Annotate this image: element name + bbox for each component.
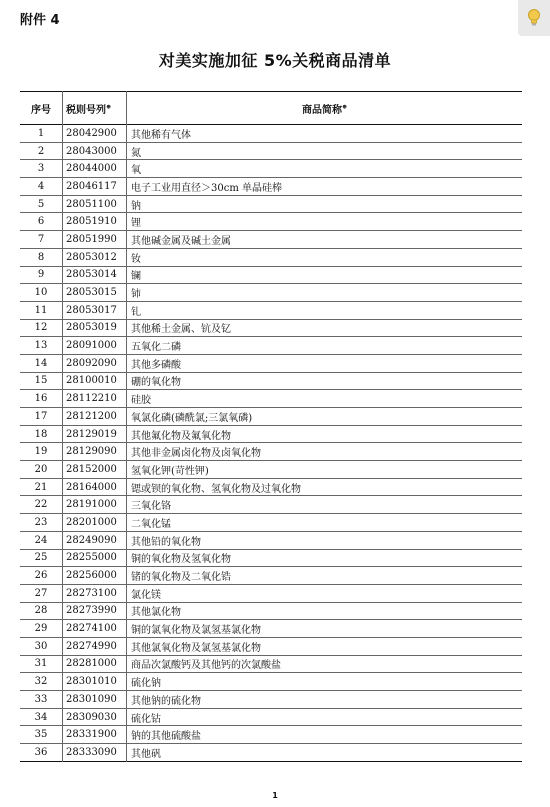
row-number: 1 [20, 125, 63, 143]
tariff-code: 28129090 [63, 443, 127, 461]
tariff-code: 28249090 [63, 531, 127, 549]
tariff-code: 28046117 [63, 178, 127, 196]
row-number: 20 [20, 461, 63, 479]
table-row [20, 408, 522, 426]
product-name: 五氧化二磷 [131, 342, 181, 354]
product-name: 其他稀有气体 [131, 129, 191, 141]
table-row [20, 602, 522, 620]
row-number: 35 [20, 726, 63, 744]
product-name: 其他氯氧化物及氯氢基氯化物 [131, 642, 261, 654]
row-number: 32 [20, 673, 63, 691]
product-name: 锂 [131, 218, 141, 230]
tariff-code: 28053017 [63, 301, 127, 319]
table-row [20, 708, 522, 726]
tariff-code: 28152000 [63, 461, 127, 479]
row-number: 2 [20, 142, 63, 160]
table-row [20, 284, 522, 302]
row-number: 8 [20, 248, 63, 266]
table-row [20, 655, 522, 673]
product-name: 其他钠的硫化物 [131, 695, 201, 707]
table-row [20, 142, 522, 160]
tariff-table [20, 91, 522, 762]
tariff-code: 28164000 [63, 478, 127, 496]
tariff-code: 28053014 [63, 266, 127, 284]
row-number: 24 [20, 531, 63, 549]
row-number: 18 [20, 425, 63, 443]
table-row [20, 637, 522, 655]
footnote-mark-icon: ⊕ [106, 103, 112, 111]
table-row [20, 160, 522, 178]
row-number: 36 [20, 744, 63, 762]
header-code: 税则号列⊕ [63, 92, 127, 125]
tariff-code: 28255000 [63, 549, 127, 567]
table-row [20, 620, 522, 638]
tariff-code: 28092090 [63, 354, 127, 372]
table-row [20, 178, 522, 196]
table-row [20, 531, 522, 549]
tariff-code: 28051100 [63, 195, 127, 213]
row-number: 11 [20, 301, 63, 319]
table-header-row [20, 92, 522, 125]
tariff-code: 28051910 [63, 213, 127, 231]
tariff-code: 28044000 [63, 160, 127, 178]
row-number: 25 [20, 549, 63, 567]
product-name: 钠 [131, 200, 141, 212]
tariff-code: 28273990 [63, 602, 127, 620]
tariff-code: 28256000 [63, 567, 127, 585]
row-number: 21 [20, 478, 63, 496]
product-name: 氢氧化钾(苛性钾) [131, 465, 209, 477]
row-number: 19 [20, 443, 63, 461]
table-row [20, 337, 522, 355]
row-number: 17 [20, 408, 63, 426]
row-number: 12 [20, 319, 63, 337]
row-number: 34 [20, 708, 63, 726]
table-row [20, 744, 522, 762]
header-name: 商品简称⊕ [301, 103, 348, 116]
product-name: 钠的其他硫酸盐 [131, 731, 201, 743]
product-name: 二氧化锰 [131, 518, 171, 530]
tariff-code: 28333090 [63, 744, 127, 762]
product-name: 其他氟化物及氟氧化物 [131, 430, 231, 442]
row-number: 14 [20, 354, 63, 372]
product-name: 氧氯化磷(磷酰氯;三氯氧磷) [131, 412, 253, 424]
row-number: 28 [20, 602, 63, 620]
row-number: 23 [20, 514, 63, 532]
table-row [20, 213, 522, 231]
row-number: 27 [20, 584, 63, 602]
table-row [20, 425, 522, 443]
row-number: 10 [20, 284, 63, 302]
row-number: 26 [20, 567, 63, 585]
product-name: 镧 [131, 271, 141, 283]
row-number: 30 [20, 637, 63, 655]
row-number: 22 [20, 496, 63, 514]
product-name: 硫化钴 [131, 713, 161, 725]
tariff-code: 28301010 [63, 673, 127, 691]
product-name: 氧 [131, 165, 141, 177]
table-row [20, 125, 522, 143]
product-name: 硫化钠 [131, 678, 161, 690]
table-row [20, 390, 522, 408]
table-row [20, 231, 522, 249]
table-row [20, 478, 522, 496]
product-name: 其他稀土金属、钪及钇 [131, 324, 231, 336]
table-row [20, 372, 522, 390]
table-row [20, 691, 522, 709]
document-title: 对美实施加征 5%关税商品清单 [158, 51, 392, 70]
row-number: 29 [20, 620, 63, 638]
table-row [20, 567, 522, 585]
product-name: 锗的氧化物及二氧化锆 [131, 572, 231, 584]
table-row [20, 301, 522, 319]
row-number: 3 [20, 160, 63, 178]
table-row [20, 584, 522, 602]
product-name: 电子工业用直径＞30cm 单晶硅棒 [131, 182, 282, 194]
tariff-code: 28273100 [63, 584, 127, 602]
product-name: 其他氯化物 [131, 607, 181, 619]
table-row [20, 549, 522, 567]
row-number: 9 [20, 266, 63, 284]
table-row [20, 461, 522, 479]
product-name: 硅胶 [131, 395, 151, 407]
product-name: 其他多磷酸 [131, 359, 181, 371]
product-name: 硼的氧化物 [131, 377, 181, 389]
product-name: 其他铅的氧化物 [131, 536, 201, 548]
tariff-code: 28129019 [63, 425, 127, 443]
row-number: 16 [20, 390, 63, 408]
table-row [20, 195, 522, 213]
table-row [20, 496, 522, 514]
tariff-code: 28100010 [63, 372, 127, 390]
tariff-code: 28053019 [63, 319, 127, 337]
product-name: 钕 [131, 253, 141, 265]
product-name: 铜的氯氧化物及氯氢基氯化物 [131, 625, 261, 637]
row-number: 5 [20, 195, 63, 213]
product-name: 氯化镁 [131, 589, 161, 601]
product-name: 其他非金属卤化物及卤氧化物 [131, 448, 261, 460]
product-name: 其他碱金属及碱土金属 [131, 235, 231, 247]
tariff-code: 28112210 [63, 390, 127, 408]
product-name: 三氧化铬 [131, 501, 171, 513]
table-row [20, 319, 522, 337]
lightbulb-icon-glyph [527, 8, 541, 28]
row-number: 7 [20, 231, 63, 249]
tariff-code: 28053015 [63, 284, 127, 302]
row-number: 6 [20, 213, 63, 231]
table-row [20, 443, 522, 461]
product-name: 钆 [131, 306, 141, 318]
table-row [20, 266, 522, 284]
table-row [20, 248, 522, 266]
table-row [20, 726, 522, 744]
row-number: 15 [20, 372, 63, 390]
product-name: 其他矾 [131, 748, 161, 760]
tariff-code: 28309030 [63, 708, 127, 726]
tariff-code: 28274100 [63, 620, 127, 638]
table-row [20, 354, 522, 372]
tariff-code: 28121200 [63, 408, 127, 426]
table-row [20, 673, 522, 691]
tariff-code: 28274990 [63, 637, 127, 655]
tariff-code: 28281000 [63, 655, 127, 673]
tariff-code: 28331900 [63, 726, 127, 744]
lightbulb-icon[interactable] [518, 0, 550, 36]
row-number: 31 [20, 655, 63, 673]
product-name: 商品次氯酸钙及其他钙的次氯酸盐 [131, 660, 281, 672]
tariff-code: 28042900 [63, 125, 127, 143]
table-row [20, 514, 522, 532]
tariff-code: 28301090 [63, 691, 127, 709]
header-no: 序号 [20, 92, 63, 125]
tariff-code: 28191000 [63, 496, 127, 514]
tariff-code: 28043000 [63, 142, 127, 160]
annex-label: 附件 4 [20, 13, 60, 28]
tariff-code: 28201000 [63, 514, 127, 532]
product-name: 氮 [131, 147, 141, 159]
row-number: 33 [20, 691, 63, 709]
product-name: 锶或钡的氧化物、氢氧化物及过氧化物 [131, 483, 301, 495]
row-number: 13 [20, 337, 63, 355]
page-number: 1 [272, 791, 278, 800]
product-name: 铈 [131, 289, 141, 301]
footnote-mark-icon: ⊕ [341, 103, 348, 111]
row-number: 4 [20, 178, 63, 196]
tariff-code: 28053012 [63, 248, 127, 266]
tariff-code: 28051990 [63, 231, 127, 249]
product-name: 铜的氧化物及氢氧化物 [131, 554, 231, 566]
tariff-code: 28091000 [63, 337, 127, 355]
